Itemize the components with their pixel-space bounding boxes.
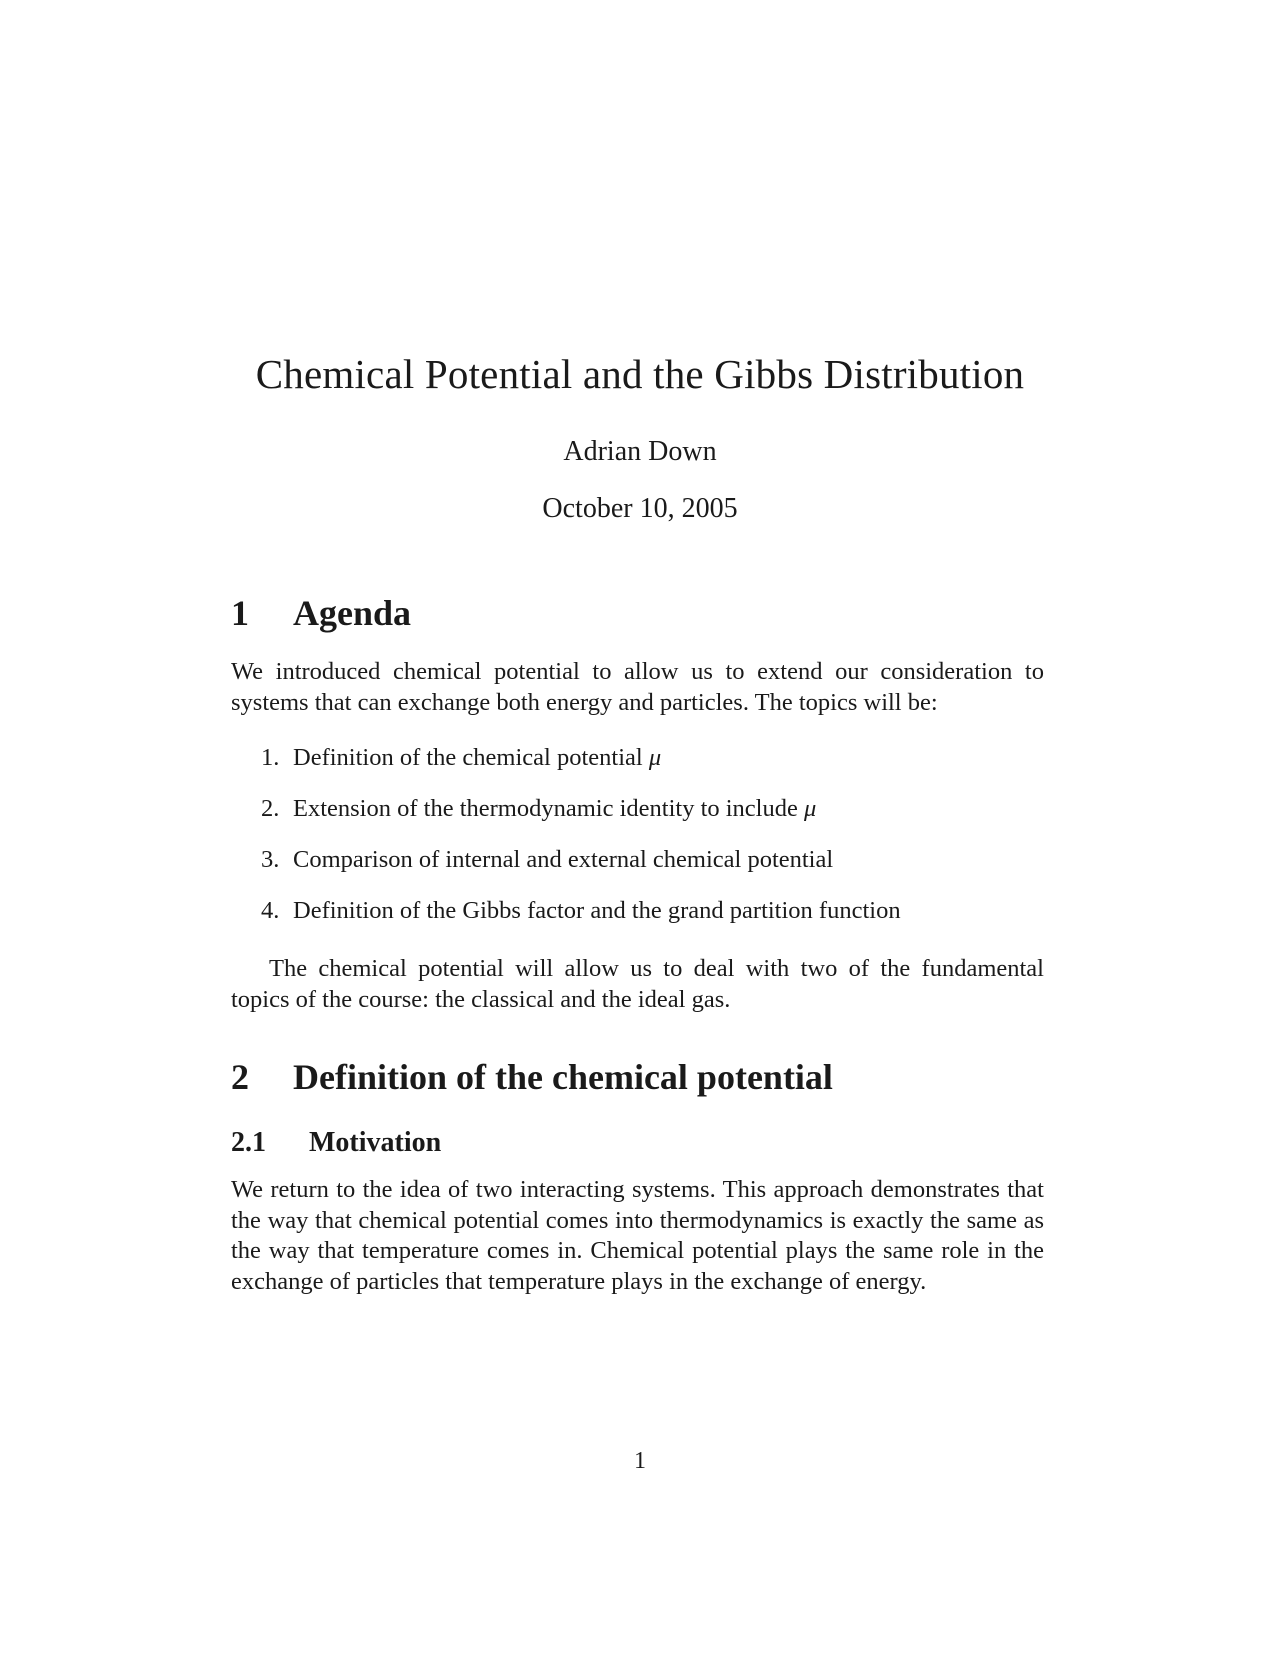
list-item-marker: 1. bbox=[261, 744, 280, 771]
section-heading-definition bbox=[231, 1056, 833, 1098]
subsection-heading-motivation bbox=[231, 1127, 441, 1159]
list-item bbox=[231, 794, 1044, 845]
motivation-paragraph: We return to the idea of two interacting systems. This approach demonstrates that the way that chemical potential comes into thermodynamics is exactly the same as the way that temperature comes in. Chemical potential plays the same role in the exchange of particles that temperature plays in the exchange of energy. bbox=[231, 1176, 1044, 1295]
list-item-text: Definition of the chemical potential bbox=[293, 744, 649, 771]
list-item-text: Extension of the thermodynamic identity to include bbox=[293, 795, 804, 822]
list-item-marker: 3. bbox=[261, 846, 280, 873]
list-item bbox=[231, 845, 1044, 896]
subsection-number: 2.1 bbox=[231, 1127, 266, 1158]
mu-symbol: μ bbox=[648, 744, 662, 771]
section-heading-agenda bbox=[231, 592, 411, 634]
paper-author: Adrian Down bbox=[563, 436, 717, 467]
list-item bbox=[231, 743, 1044, 794]
paper-title: Chemical Potential and the Gibbs Distribution bbox=[255, 351, 1025, 397]
list-item-marker: 4. bbox=[261, 897, 280, 924]
list-item bbox=[231, 896, 1044, 947]
agenda-intro-paragraph: We introduced chemical potential to allow us to extend our consideration to systems that can exchange both energy and particles. The topics will be: bbox=[231, 658, 1044, 716]
section-title: Agenda bbox=[293, 593, 412, 633]
agenda-topic-list bbox=[231, 743, 1044, 947]
list-item-marker: 2. bbox=[261, 795, 280, 822]
page-number: 1 bbox=[634, 1448, 646, 1474]
section-title: Definition of the chemical potential bbox=[293, 1057, 833, 1097]
list-item-text: Comparison of internal and external chemical potential bbox=[293, 846, 834, 873]
mu-symbol: μ bbox=[803, 795, 817, 822]
section-number: 1 bbox=[231, 593, 249, 633]
list-item-text: Definition of the Gibbs factor and the grand partition function bbox=[293, 897, 901, 924]
paper-date: October 10, 2005 bbox=[542, 493, 738, 524]
section-number: 2 bbox=[231, 1057, 249, 1097]
agenda-closing-paragraph: The chemical potential will allow us to deal with two of the fundamental topics of the course: the classical and the ideal gas. bbox=[231, 955, 1044, 1013]
subsection-title: Motivation bbox=[309, 1127, 442, 1158]
